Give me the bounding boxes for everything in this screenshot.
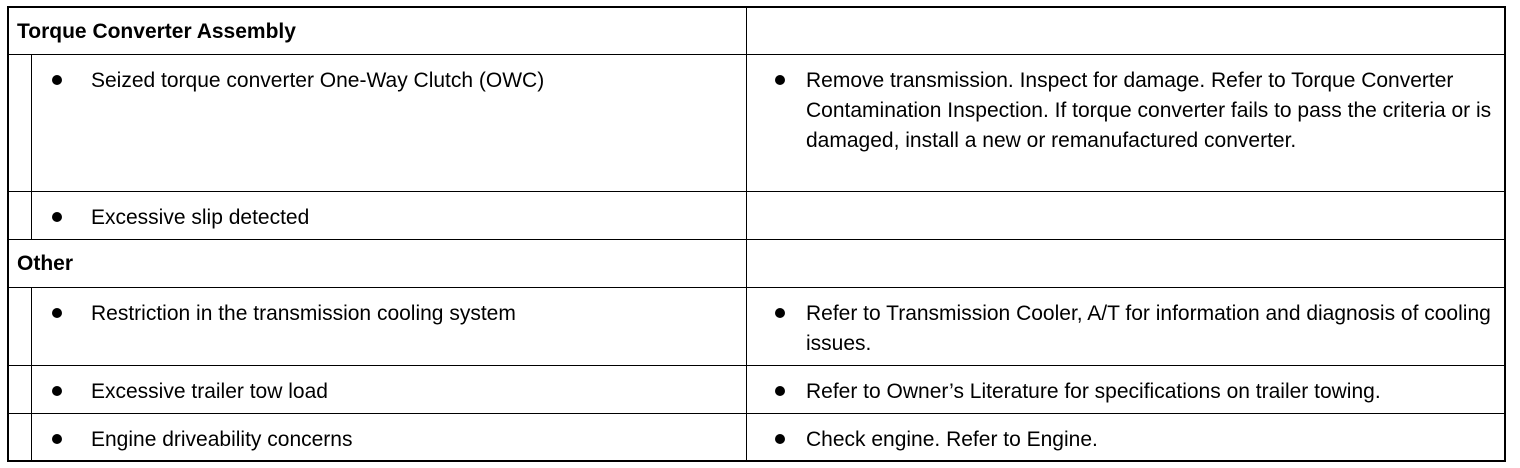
bullet-icon — [52, 386, 62, 396]
action-cell — [747, 366, 1504, 413]
cause-cell — [9, 192, 747, 239]
section-heading: Other — [17, 252, 74, 275]
bullet-icon — [52, 75, 62, 85]
table-row — [9, 366, 1504, 414]
section-heading-row — [9, 240, 1504, 288]
table-row — [9, 192, 1504, 240]
table-row — [9, 288, 1504, 366]
indent-cell — [9, 288, 32, 365]
action-text: Refer to Owner’s Literature for specifications on trailer towing. — [806, 380, 1381, 403]
indent-cell — [9, 192, 32, 239]
action-text: Refer to Transmission Cooler, A/T for information and diagnosis of cooling issues. — [806, 302, 1491, 355]
bullet-icon — [775, 75, 785, 85]
indent-cell — [9, 414, 32, 460]
indent-cell — [9, 366, 32, 413]
empty-cell — [747, 240, 1504, 287]
diagnosis-table — [7, 6, 1506, 462]
table-row — [9, 414, 1504, 460]
action-text: Remove transmission. Inspect for damage. Refer to Torque Converter Contamination Inspection. If torque converter fails to pass the criteria or is damaged, install a new or remanufactured converter. — [806, 69, 1492, 152]
indent-cell — [9, 55, 32, 191]
cause-text: Seized torque converter One-Way Clutch (OWC) — [91, 69, 545, 92]
action-cell — [747, 414, 1504, 460]
cause-cell — [9, 288, 747, 365]
table-row — [9, 55, 1504, 192]
cause-text: Excessive trailer tow load — [91, 380, 328, 403]
action-cell — [747, 288, 1504, 365]
cause-text: Engine driveability concerns — [91, 428, 353, 451]
action-item — [775, 66, 1495, 156]
action-text: Check engine. Refer to Engine. — [806, 428, 1098, 451]
bullet-icon — [52, 308, 62, 318]
bullet-icon — [52, 434, 62, 444]
action-cell — [747, 192, 1504, 239]
section-heading-cell — [9, 8, 747, 54]
cause-cell — [9, 414, 747, 460]
bullet-icon — [775, 386, 785, 396]
bullet-icon — [775, 434, 785, 444]
action-item — [775, 377, 1495, 407]
cause-text: Excessive slip detected — [91, 206, 310, 229]
section-heading-cell — [9, 240, 747, 287]
section-heading-row — [9, 8, 1504, 55]
action-cell — [747, 55, 1504, 191]
action-item — [775, 299, 1495, 359]
section-heading: Torque Converter Assembly — [17, 20, 296, 43]
cause-text: Restriction in the transmission cooling system — [91, 302, 516, 325]
bullet-icon — [775, 308, 785, 318]
cause-cell — [9, 366, 747, 413]
empty-cell — [747, 8, 1504, 54]
cause-cell — [9, 55, 747, 191]
bullet-icon — [52, 212, 62, 222]
action-item — [775, 425, 1495, 455]
